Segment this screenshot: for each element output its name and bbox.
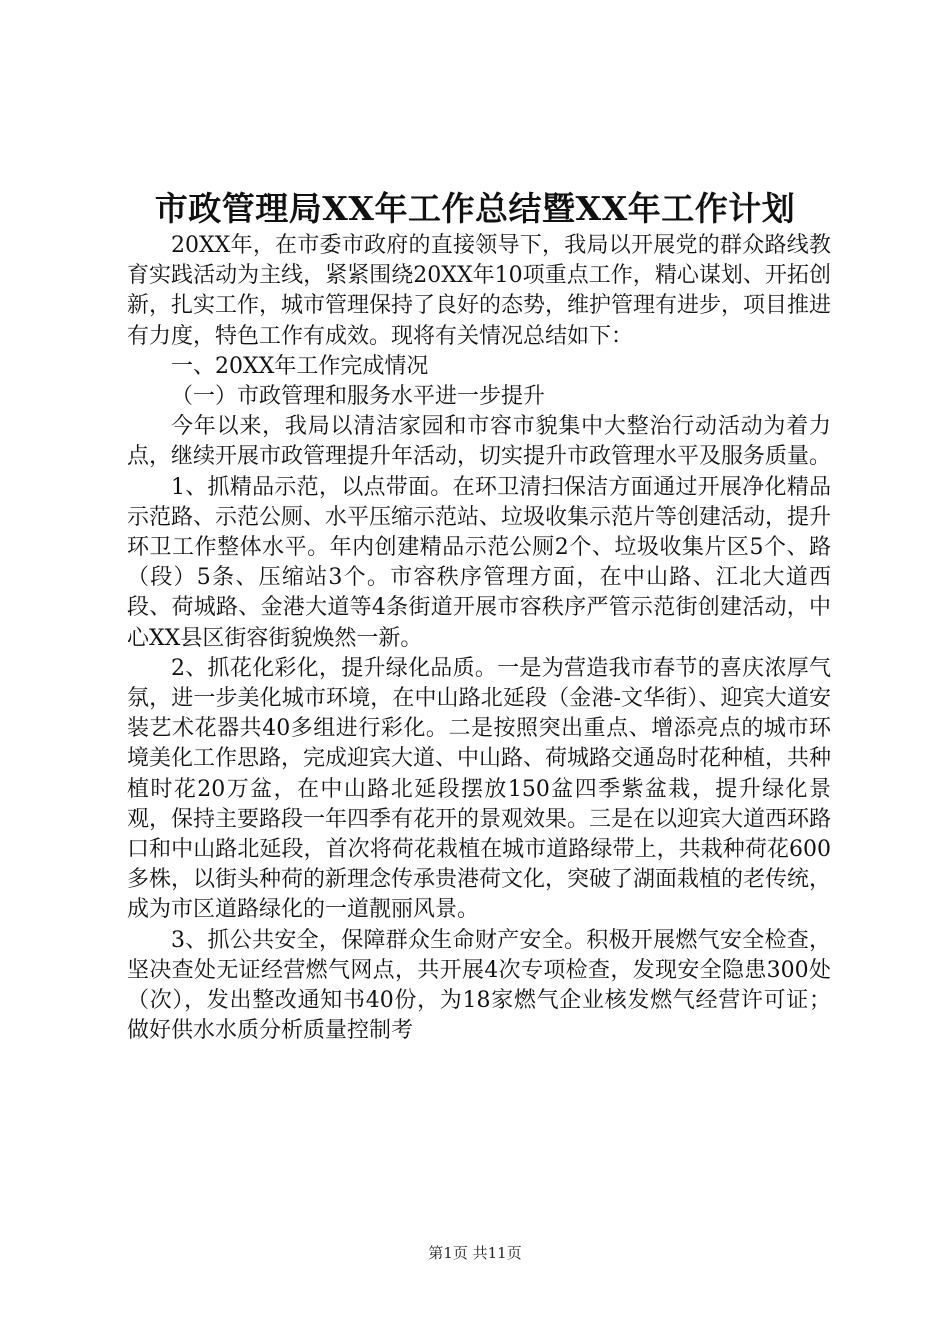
section-heading: 一、20XX年工作完成情况 bbox=[171, 353, 429, 379]
document-body bbox=[127, 231, 831, 1046]
subsection-heading: （一）市政管理和服务水平进一步提升 bbox=[171, 384, 546, 410]
item-3-paragraph: 3、抓公共安全，保障群众生命财产安全。积极开展燃气安全检查，坚决查处无证经营燃气网点，共开展4次专项检查，发现安全隐患300处（次），发出整改通知书40份，为18家燃气企业核发燃气经营许可证；做好供水水质分析质量控制考 bbox=[127, 927, 831, 1044]
subsection-intro-paragraph: 今年以来，我局以清洁家园和市容市貌集中大整治行动活动为着力点，继续开展市政管理提升年活动，切实提升市政管理水平及服务质量。 bbox=[127, 414, 832, 470]
item-1-paragraph: 1、抓精品示范，以点带面。在环卫清扫保洁方面通过开展净化精品示范路、示范公厕、水平压缩示范站、垃圾收集示范片等创建活动，提升环卫工作整体水平。年内创建精品示范公厕2个、垃圾收集片区5个、路（段）5条、压缩站3个。市容秩序管理方面，在中山路、江北大道西段、荷城路、金港大道等4条街道开展市容秩序严管示范街创建活动，中心XX县区街容街貌焕然一新。 bbox=[127, 474, 832, 651]
page-number-footer: 第1页 共11页 bbox=[428, 1244, 522, 1262]
document-title: 市政管理局XX年工作总结暨XX年工作计划 bbox=[154, 189, 796, 228]
item-2-paragraph: 2、抓花化彩化，提升绿化品质。一是为营造我市春节的喜庆浓厚气氛，进一步美化城市环境，在中山路北延段（金港-文华街）、迎宾大道安装艺术花器共40多组进行彩化。二是按照突出重点、增添亮点的城市环境美化工作思路，完成迎宾大道、中山路、荷城路交通岛时花种植，共种植时花20万盆，在中山路北延段摆放150盆四季紫盆栽，提升绿化景观，保持主要路段一年四季有花开的景观效果。三是在以迎宾大道西环路口和中山路北延段，首次将荷花栽植在城市道路绿带上，共栽种荷花600多株，以街头种荷的新理念传承贵港荷文化，突破了湖面栽植的老传统，成为市区道路绿化的一道靓丽风景。 bbox=[127, 655, 832, 923]
intro-paragraph: 20XX年，在市委市政府的直接领导下，我局以开展党的群众路线教育实践活动为主线，紧紧围绕20XX年10项重点工作，精心谋划、开拓创新，扎实工作，城市管理保持了良好的态势，维护管理有进步，项目推进有力度，特色工作有成效。现将有关情况总结如下： bbox=[127, 233, 832, 349]
